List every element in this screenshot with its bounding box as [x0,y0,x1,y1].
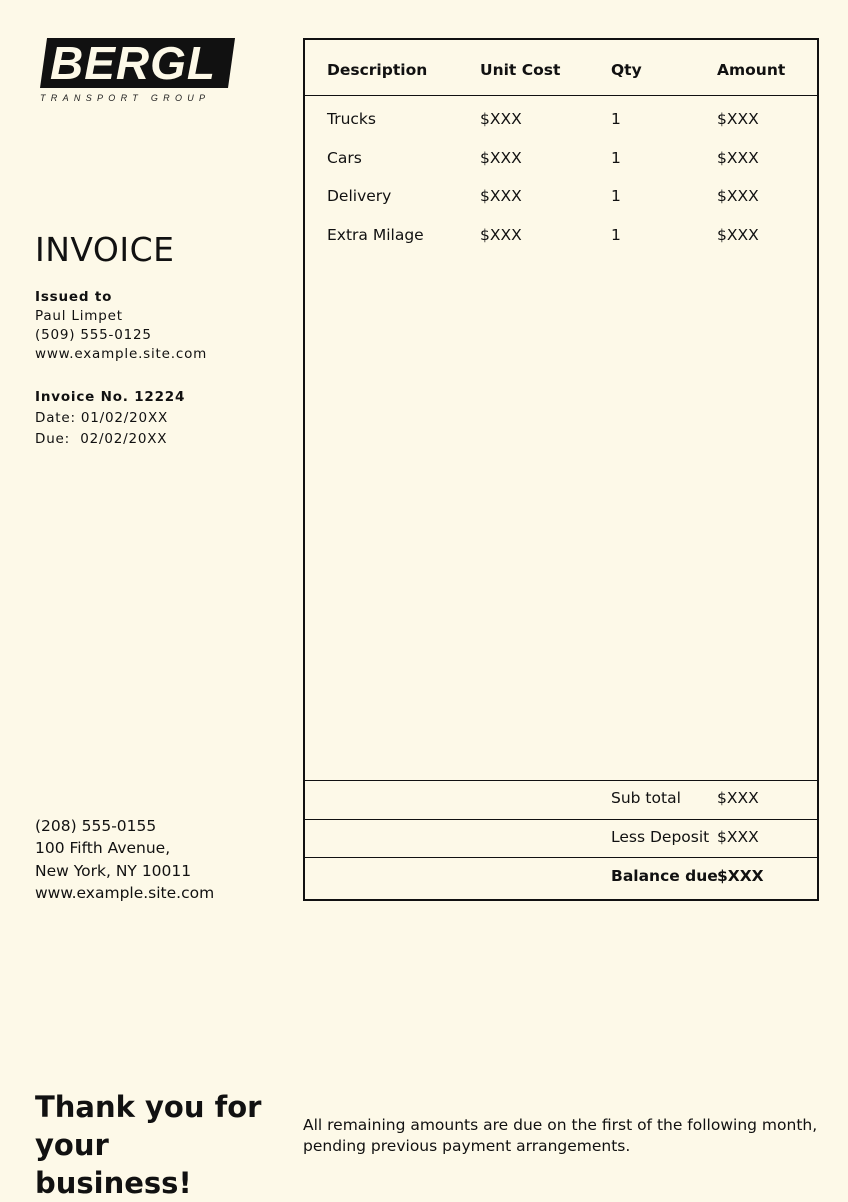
row-qty: 1 [611,110,621,128]
balance-due-label: Balance due [611,867,718,885]
row-qty: 1 [611,225,621,244]
row-amount: $XXX [717,225,759,244]
client-phone: (509) 555-0125 [35,327,152,343]
payment-terms-line1: All remaining amounts are due on the first of the following month, [303,1116,818,1134]
payment-terms-note [303,1115,823,1156]
row-description: Extra Milage [327,225,424,244]
row-amount: $XXX [717,110,759,128]
company-phone: (208) 555-0155 [35,817,157,835]
row-amount: $XXX [717,148,759,167]
table-row [305,110,817,149]
header-amount: Amount [717,61,786,79]
deposit-value: $XXX [717,828,759,846]
invoice-title: INVOICE [35,230,175,269]
payment-terms-line2: pending previous payment arrangements. [303,1136,631,1155]
deposit-label: Less Deposit [611,828,710,846]
row-qty: 1 [611,148,621,167]
row-unit-cost: $XXX [480,187,522,205]
row-qty: 1 [611,187,621,205]
company-logo [40,38,230,106]
issued-to-block [35,288,207,364]
logo-tagline: TRANSPORT GROUP [40,93,211,103]
row-description: Cars [327,148,362,167]
invoice-meta-block [35,387,185,450]
header-description: Description [327,61,428,79]
invoice-due-date: Due: 02/02/20XX [35,431,168,447]
header-qty: Qty [611,61,642,79]
table-row [305,226,817,265]
company-contact-block [35,815,214,904]
row-unit-cost: $XXX [480,148,522,167]
thank-you-line1: Thank you for [35,1090,262,1124]
invoice-table [303,38,819,901]
table-body [305,110,817,264]
row-unit-cost: $XXX [480,110,522,128]
client-name: Paul Limpet [35,308,123,324]
subtotal-value: $XXX [717,789,759,807]
client-website: www.example.site.com [35,346,208,362]
thank-you-line2: your business! [35,1128,192,1200]
company-address-line1: 100 Fifth Avenue, [35,839,171,858]
balance-due-row [305,857,817,900]
row-description: Delivery [327,187,392,205]
company-address-line2: New York, NY 10011 [35,861,192,880]
invoice-date: Date: 01/02/20XX [35,410,169,426]
issued-to-label: Issued to [35,289,113,305]
header-unit-cost: Unit Cost [480,61,561,79]
deposit-row [305,819,817,858]
logo-wordmark: BERGL [50,37,216,89]
subtotal-row [305,780,817,819]
invoice-number: Invoice No. 12224 [35,389,186,405]
table-row [305,149,817,188]
thank-you-message [35,1088,275,1202]
row-description: Trucks [327,110,376,128]
row-unit-cost: $XXX [480,225,522,244]
balance-due-value: $XXX [717,867,764,885]
table-row [305,187,817,226]
row-amount: $XXX [717,187,759,205]
subtotal-label: Sub total [611,789,681,807]
company-website: www.example.site.com [35,883,215,902]
table-header [305,40,817,96]
